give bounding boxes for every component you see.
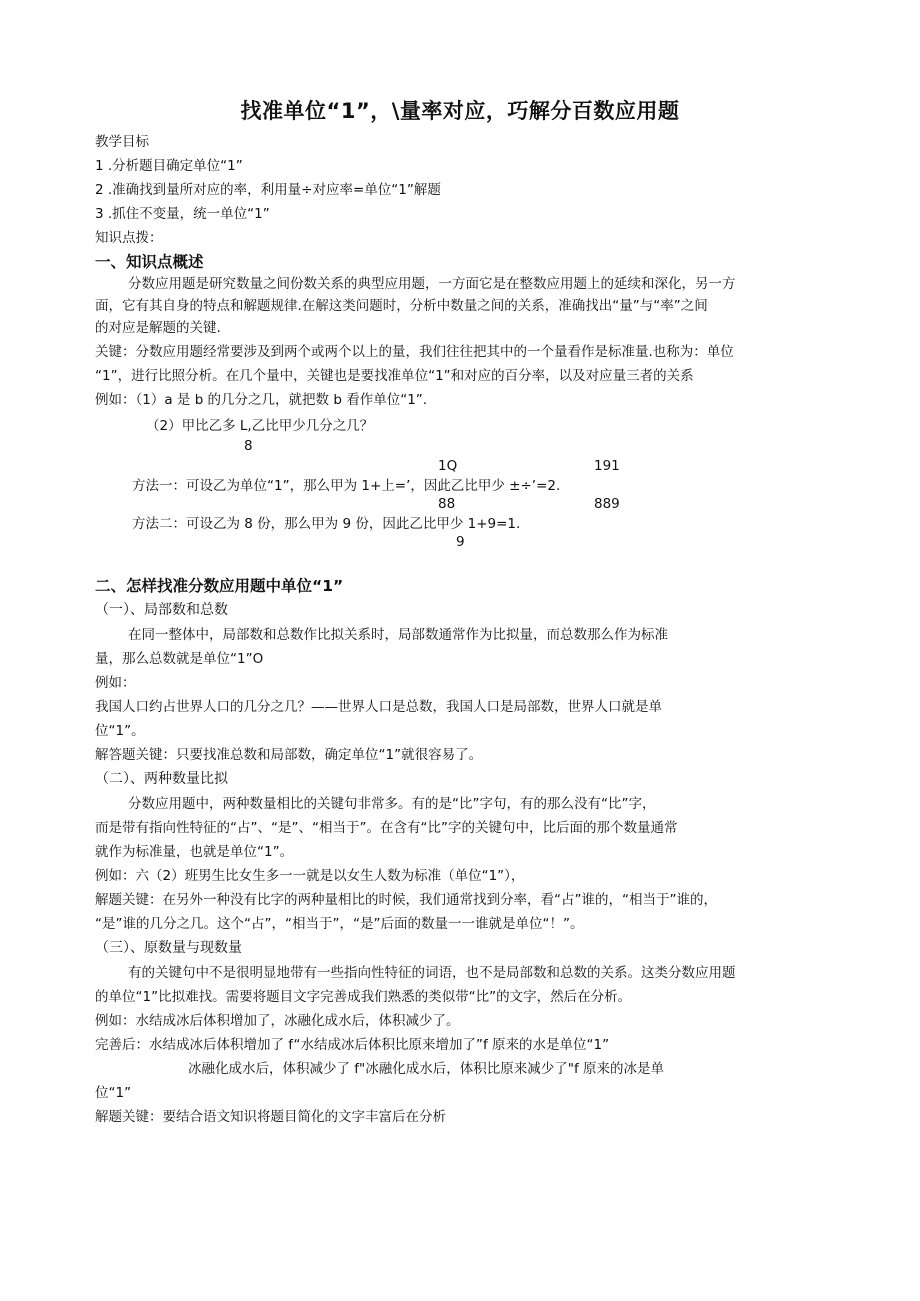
- key-line: 解题关键：在另外一种没有比字的两种量相比的时候，我们通常找到分率，看“占”谁的，“相当于”谁的，: [95, 892, 717, 908]
- complete-line: 冰融化成水后，体积减少了 f"冰融化成水后，体积比原来减少了"f 原来的冰是单: [188, 1061, 665, 1077]
- paragraph-line: 量，那么总数就是单位“1”O: [95, 651, 264, 667]
- example-line: 位“1”。: [95, 723, 145, 739]
- paragraph-line: 的单位“1”比拟难找。需要将题目文字完善成我们熟悉的类似带“比”的文字，然后在分析。: [95, 989, 632, 1005]
- paragraph-line: 而是带有指向性特征的“占”、“是”、“相当于”。在含有“比”字的关键句中，比后面的那个数量通常: [95, 820, 678, 836]
- objective-item: 1 .分析题目确定单位“1”: [95, 158, 243, 174]
- fraction-denominator: 88: [438, 496, 456, 512]
- section-2-heading: 二、怎样找准分数应用题中单位“1”: [95, 577, 344, 595]
- paragraph-line: 面，它有其自身的特点和解题规律.在解这类问题时，分析中数量之间的关系，准确找出“量”与“率”之间: [95, 298, 708, 314]
- paragraph-line: 在同一整体中，局部数和总数作比拟关系时，局部数通常作为比拟量，而总数那么作为标准: [128, 627, 668, 643]
- objective-item: 3 .抓住不变量，统一单位“1”: [95, 206, 270, 222]
- subsection-heading: （一）、局部数和总数: [95, 602, 228, 618]
- fraction-numerator: 1Q: [438, 458, 458, 474]
- example-line: 例如：水结成冰后体积增加了，冰融化成水后，体积减少了。: [95, 1013, 460, 1029]
- paragraph-line: 有的关键句中不是很明显地带有一些指向性特征的词语，也不是局部数和总数的关系。这类分数应用题: [128, 965, 736, 981]
- fraction-denominator: 8: [244, 438, 253, 454]
- paragraph-line: 就作为标准量，也就是单位“1”。: [95, 844, 294, 860]
- fraction-denominator: 889: [594, 496, 620, 512]
- paragraph-line: 分数应用题是研究数量之间份数关系的典型应用题，一方面它是在整数应用题上的延续和深化，另一方: [128, 276, 736, 292]
- complete-line: 位“1”: [95, 1085, 132, 1101]
- example-line: 例如：（1）a 是 b 的几分之几，就把数 b 看作单位“1”.: [95, 392, 428, 408]
- key-line: “1”，进行比照分析。在几个量中，关键也是要找准单位“1”和对应的百分率，以及对应量三者的关系: [95, 368, 694, 384]
- objectives-heading: 教学目标: [95, 134, 149, 150]
- key-line: 关键：分数应用题经常要涉及到两个或两个以上的量，我们往往把其中的一个量看作是标准量.也称为：单位: [95, 344, 734, 360]
- example-line: 我国人口约占世界人口的几分之几？——世界人口是总数，我国人口是局部数，世界人口就是单: [95, 699, 662, 715]
- method-line: 方法一：可设乙为单位“1”，那么甲为 1+上=’，因此乙比甲少 ±÷’=2.: [132, 478, 561, 494]
- key-line: “是”谁的几分之几。这个“占”，“相当于”，“是”后面的数量一一谁就是单位“！”。: [95, 916, 584, 932]
- example-line: （2）甲比乙多 L,乙比甲少几分之几？: [146, 418, 374, 434]
- paragraph-line: 的对应是解题的关键.: [95, 320, 221, 336]
- example-label: 例如：: [95, 675, 136, 691]
- knowledge-heading: 知识点拨：: [95, 230, 163, 246]
- section-1-heading: 一、知识点概述: [95, 253, 204, 271]
- fraction-numerator: 191: [594, 458, 620, 474]
- example-line: 例如：六（2）班男生比女生多一一就是以女生人数为标准（单位“1”），: [95, 868, 525, 884]
- paragraph-line: 分数应用题中，两种数量相比的关键句非常多。有的是“比”字句，有的那么没有“比”字，: [128, 796, 656, 812]
- key-line: 解答题关键：只要找准总数和局部数，确定单位“1”就很容易了。: [95, 747, 483, 763]
- key-line: 解题关键：要结合语文知识将题目简化的文字丰富后在分析: [95, 1109, 446, 1125]
- page-title: 找准单位“1”，\量率对应，巧解分百数应用题: [240, 99, 680, 123]
- objective-item: 2 .准确找到量所对应的率，利用量÷对应率=单位“1”解题: [95, 182, 441, 198]
- subsection-heading: （二）、两种数量比拟: [95, 771, 228, 787]
- method-line: 方法二：可设乙为 8 份，那么甲为 9 份，因此乙比甲少 1+9=1.: [132, 516, 521, 532]
- complete-line: 完善后：水结成冰后体积增加了 f“水结成冰后体积比原来增加了”f 原来的水是单位“1”: [95, 1037, 610, 1053]
- fraction-denominator: 9: [456, 534, 465, 550]
- subsection-heading: （三）、原数量与现数量: [95, 940, 242, 956]
